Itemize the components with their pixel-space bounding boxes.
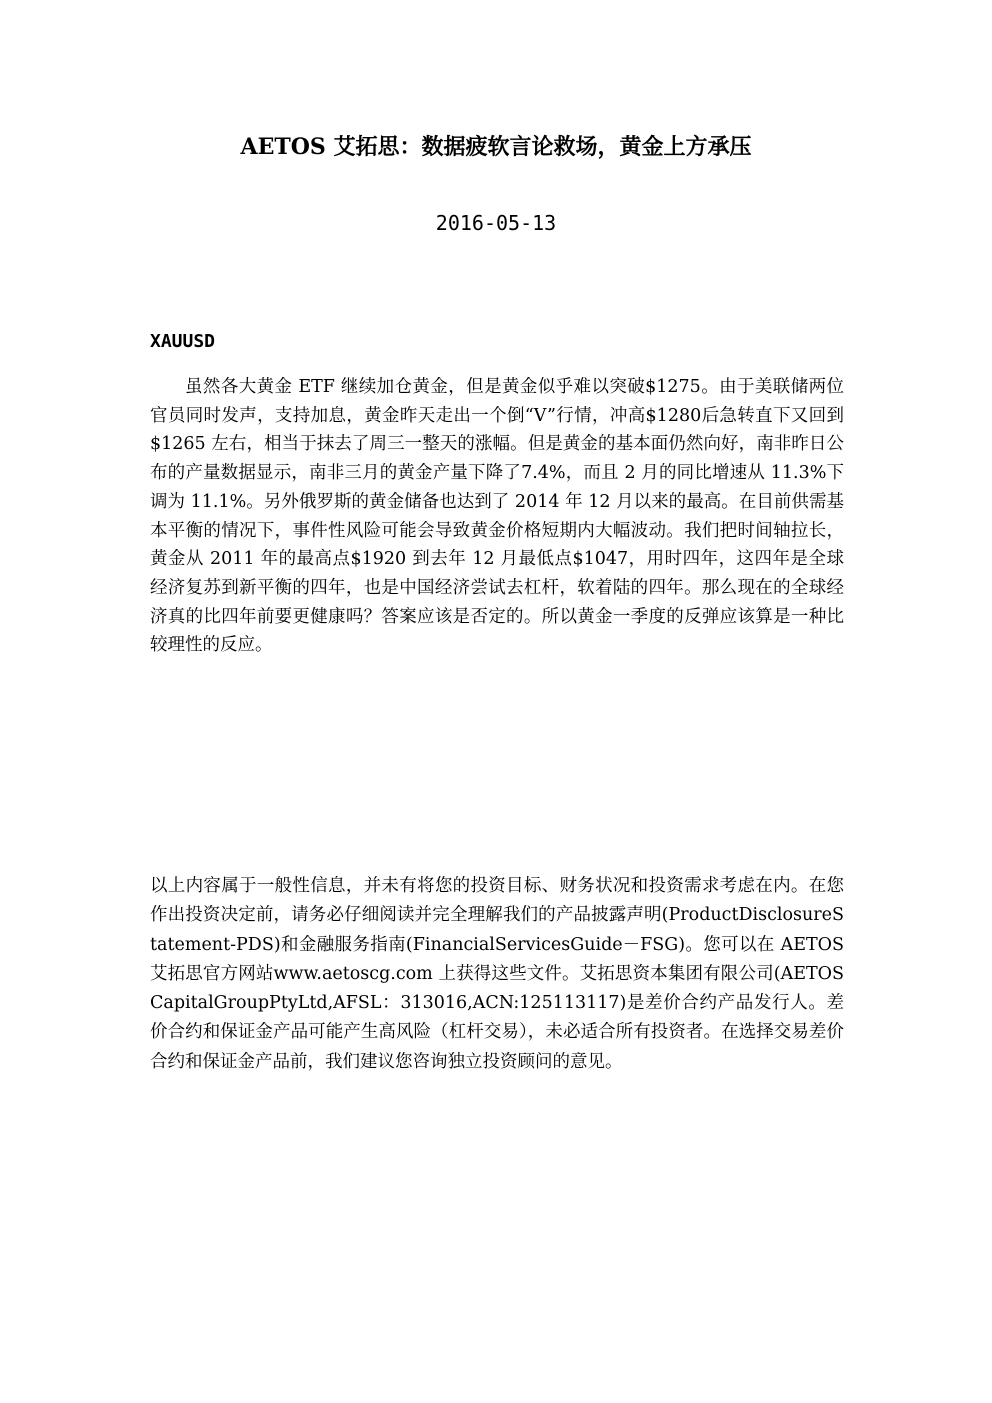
disclaimer-paragraph: 以上内容属于一般性信息，并未有将您的投资目标、财务状况和投资需求考虑在内。在您作出投资决定前，请务必仔细阅读并完全理解我们的产品披露声明(ProductDisclosureStatement-PDS)和金融服务指南(FinancialServicesGuide－FSG)。您可以在 AETOS 艾拓思官方网站www.aetoscg.com 上获得这些文件。艾拓思资本集团有限公司(AETOSCapitalGroupPtyLtd,AFSL：313016,ACN:125113117)是差价合约产品发行人。差价合约和保证金产品可能产生高风险（杠杆交易），未必适合所有投资者。在选择交易差价合约和保证金产品前，我们建议您咨询独立投资顾问的意见。 [150,876,844,1072]
body-paragraph: 虽然各大黄金 ETF 继续加仓黄金，但是黄金似乎难以突破$1275。由于美联储两位官员同时发声，支持加息，黄金昨天走出一个倒“V”行情，冲高$1280后急转直下又回到$1265 左右，相当于抹去了周三一整天的涨幅。但是黄金的基本面仍然向好，南非昨日公布的产量数据显示，南非三月的黄金产量下降了7.4%，而且 2 月的同比增速从 11.3%下调为 11.1%。另外俄罗斯的黄金储备也达到了 2014 年 12 月以来的最高。在目前供需基本平衡的情况下，事件性风险可能会导致黄金价格短期内大幅波动。我们把时间轴拉长，黄金从 2011 年的最高点$1920 到去年 12 月最低点$1047，用时四年，这四年是全球经济复苏到新平衡的四年，也是中国经济尝试去杠杆，软着陆的四年。那么现在的全球经济真的比四年前要更健康吗？答案应该是否定的。所以黄金一季度的反弹应该算是一种比较理性的反应。 [150,377,844,656]
section-label: XAUUSD [150,331,216,352]
document-title: AETOS 艾拓思：数据疲软言论救场，黄金上方承压 [240,134,752,160]
document-date: 2016-05-13 [435,211,557,235]
